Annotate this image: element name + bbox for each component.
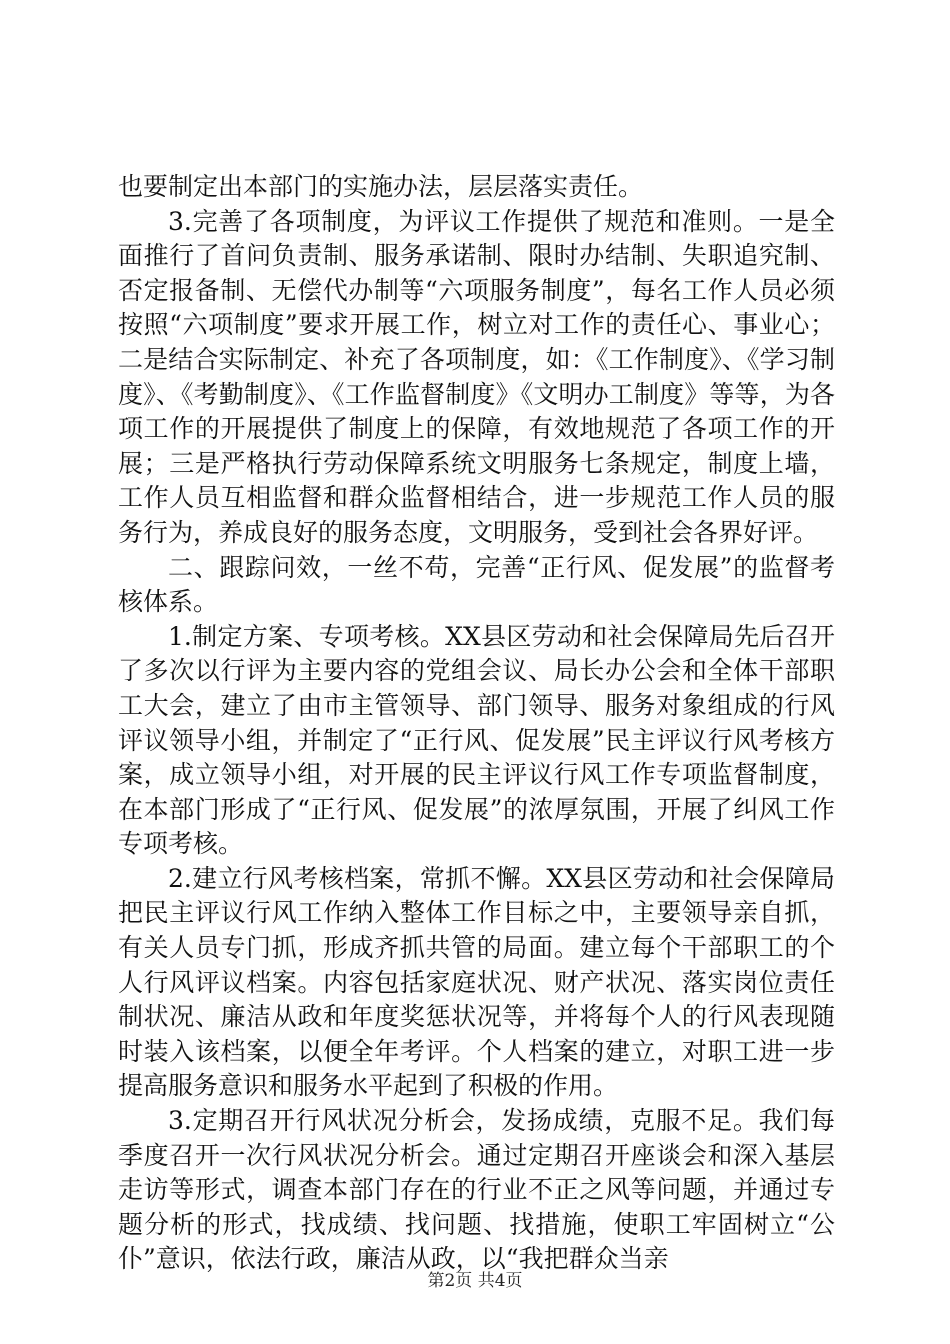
- paragraph-system-improvement: 3.完善了各项制度，为评议工作提供了规范和准则。一是全面推行了首问负责制、服务承诺制、限时办结制、失职追究制、否定报备制、无偿代办制等“六项服务制度”，每名工作人员必须按照“六项制度”要求开展工作，树立对工作的责任心、事业心；二是结合实际制定、补充了各项制度，如：《工作制度》、《学习制度》、《考勤制度》、《工作监督制度》《文明办工制度》等等，为各项工作的开展提供了制度上的保障，有效地规范了各项工作的开展；三是严格执行劳动保障系统文明服务七条规定，制度上墙，工作人员互相监督和群众监督相结合，进一步规范工作人员的服务行为，养成良好的服务态度，文明服务，受到社会各界好评。: [118, 206, 835, 547]
- paragraph-plan-assessment: 1.制定方案、专项考核。XX县区劳动和社会保障局先后召开了多次以行评为主要内容的党组会议、局长办公会和全体干部职工大会，建立了由市主管领导、部门领导、服务对象组成的行风评议领导小组，并制定了“正行风、促发展”民主评议行风考核方案，成立领导小组，对开展的民主评议行风工作专项监督制度，在本部门形成了“正行风、促发展”的浓厚氛围，开展了纠风工作专项考核。: [118, 621, 835, 859]
- paragraph-archive: 2.建立行风考核档案，常抓不懈。XX县区劳动和社会保障局把民主评议行风工作纳入整体工作目标之中，主要领导亲自抓，有关人员专门抓，形成齐抓共管的局面。建立每个干部职工的个人行风评议档案。内容包括家庭状况、财产状况、落实岗位责任制状况、廉洁从政和年度奖惩状况等，并将每个人的行风表现随时装入该档案，以便全年考评。个人档案的建立，对职工进一步提高服务意识和服务水平起到了积极的作用。: [118, 863, 835, 1101]
- page-footer: 第2页 共4页: [427, 1271, 523, 1291]
- section-heading-two: 二、跟踪问效，一丝不苟，完善“正行风、促发展”的监督考核体系。: [118, 552, 835, 617]
- paragraph-analysis-meeting: 3.定期召开行风状况分析会，发扬成绩，克服不足。我们每季度召开一次行风状况分析会。通过定期召开座谈会和深入基层走访等形式，调查本部门存在的行业不正之风等问题，并通过专题分析的形式，找成绩、找问题、找措施，使职工牢固树立“公仆”意识，依法行政，廉洁从政，以“我把群众当亲: [118, 1106, 835, 1274]
- document-body: [118, 170, 835, 1277]
- paragraph-continuation: 也要制定出本部门的实施办法，层层落实责任。: [118, 172, 644, 201]
